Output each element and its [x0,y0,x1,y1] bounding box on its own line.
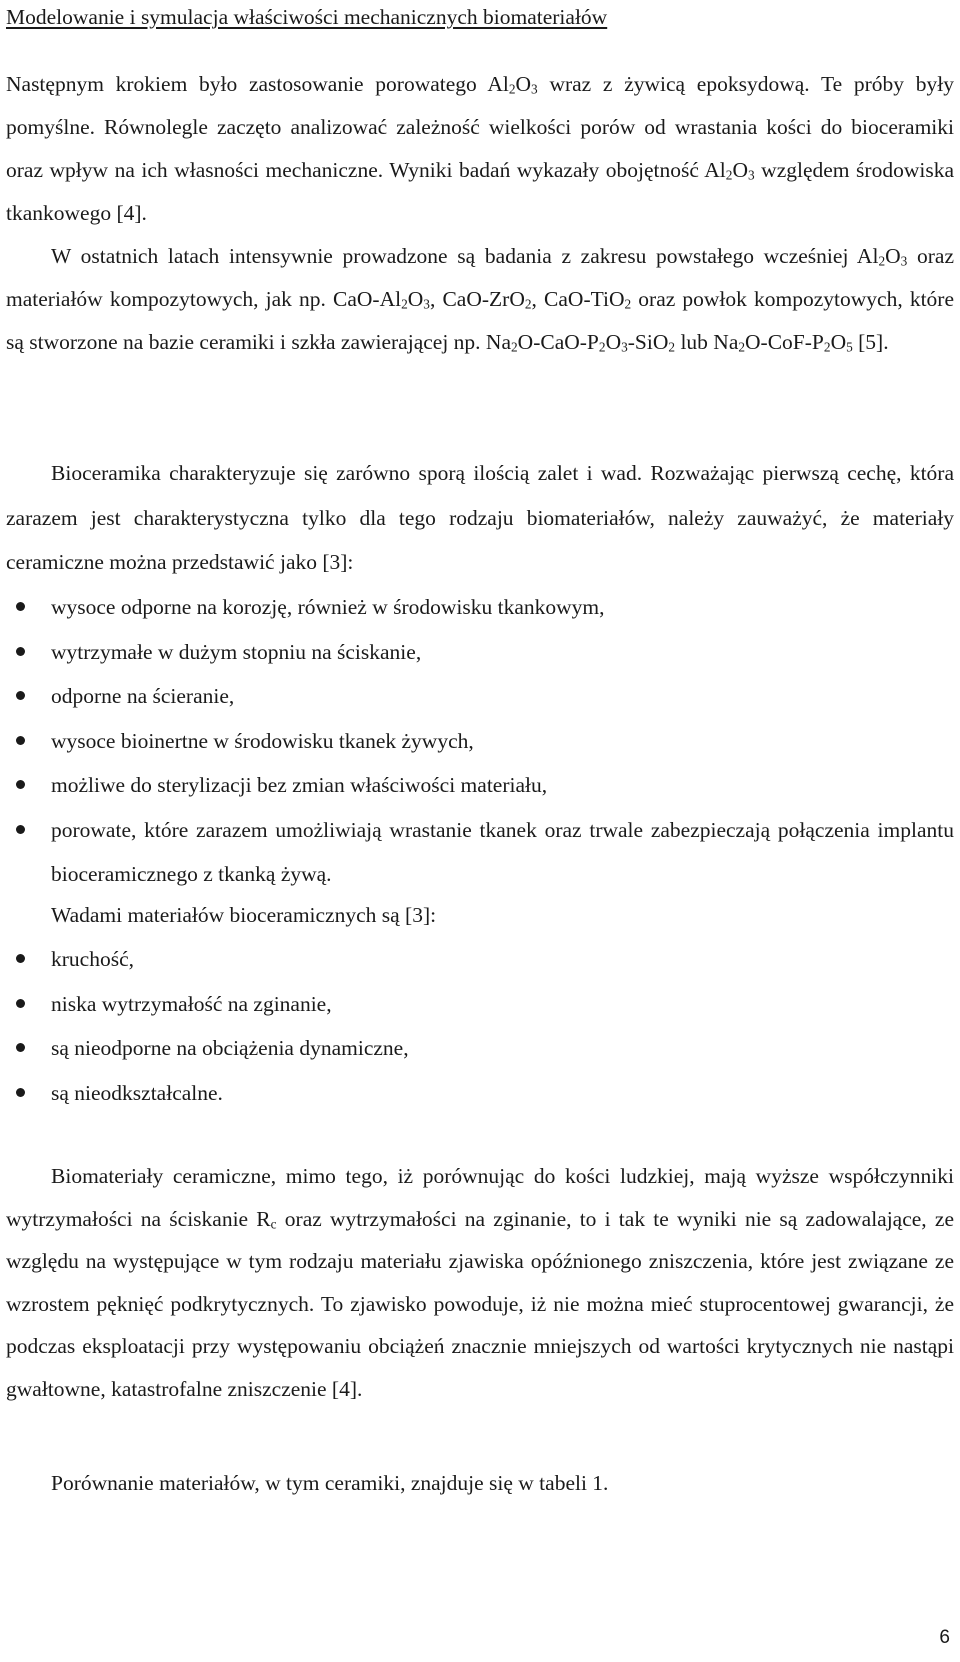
bullet-icon [16,736,25,745]
list-item: wysoce bioinertne w środowisku tkanek żywych, [6,719,954,764]
running-header: Modelowanie i symulacja właściwości mechanicznych biomateriałów [6,5,608,29]
list-item: są nieodkształcalne. [6,1071,954,1116]
paragraph-table-reference: Porównanie materiałów, w tym ceramiki, znajduje się w tabeli 1. [51,1471,609,1495]
bullet-icon [16,780,25,789]
paragraph-ceramic-strength: Biomateriały ceramiczne, mimo tego, iż porównując do kości ludzkiej, mają wyższe współczynniki wytrzymałości na ściskanie $R_c$ oraz wytrzymałości na zginanie, to i tak te wyniki nie są zadowalające, ze względu na występujące w tym rodzaju materiału zjawiska opóźnionego zniszczenia, które jest związane ze wzrostem pęknięć podkrytycznych. To zjawisko powoduje, iż nie można mieć stuprocentowej gwarancji, że podczas eksploatacji przy występowaniu obciążeń znacznie mniejszych od wartości krytycznych nie nastąpi gwałtowne, katastrofalne zniszczenie [4]. [6,1164,954,1401]
paragraph-recent-research: W ostatnich latach intensywnie prowadzone są badania z zakresu powstałego wcześniej $Al_2O_3$ oraz materiałów kompozytowych, jak np. CaO-$Al_2O_3$, CaO-ZrO$_2$, CaO-TiO$_2$ oraz powłok kompozytowych, które są stworzone na bazie ceramiki i szkła zawierającej np. $Na_2O-CaO-P_2O_3-SiO_2$ lub $Na_2O-CoF-P_2O_5$ [5]. [6,244,955,355]
list-item: niska wytrzymałość na zginanie, [6,982,954,1027]
disadvantages-intro: Wadami materiałów bioceramicznych są [3]: [51,903,437,927]
list-item: możliwe do sterylizacji bez zmian właściwości materiału, [6,763,954,808]
list-item: odporne na ścieranie, [6,674,954,719]
paragraph-porous-alumina: Następnym krokiem było zastosowanie porowatego $Al_2O_3$ wraz z żywicą epoksydową. Te próby były pomyślne. Równolegle zaczęto analizować zależność wielkości porów od wrastania kości do bioceramiki oraz wpływ na ich własności mechaniczne. Wyniki badań wykazały obojętność $Al_2O_3$ względem środowiska tkankowego [4]. [6,72,954,225]
bullet-icon [16,825,25,834]
disadvantages-list [6,937,954,1115]
bullet-icon [16,691,25,700]
bullet-icon [16,647,25,656]
bullet-icon [16,999,25,1008]
list-item: kruchość, [6,937,954,982]
list-item: wysoce odporne na korozję, również w środowisku tkankowym, [6,585,954,630]
paragraph-bioceramics-intro: Bioceramika charakteryzuje się zarówno sporą ilością zalet i wad. Rozważając pierwszą cechę, która zarazem jest charakterystyczna tylko dla tego rodzaju biomateriałów, należy zauważyć, że materiały ceramiczne można przedstawić jako [3]: [6,461,954,575]
list-item: są nieodporne na obciążenia dynamiczne, [6,1026,954,1071]
bullet-icon [16,1088,25,1097]
bullet-icon [16,1043,25,1052]
page-number: 6 [939,1627,950,1648]
bullet-icon [16,602,25,611]
bullet-icon [16,954,25,963]
advantages-list [6,585,954,897]
list-item: porowate, które zarazem umożliwiają wrastanie tkanek oraz trwale zabezpieczają połączenia implantu bioceramicznego z tkanką żywą. [6,808,954,897]
list-item: wytrzymałe w dużym stopniu na ściskanie, [6,630,954,675]
